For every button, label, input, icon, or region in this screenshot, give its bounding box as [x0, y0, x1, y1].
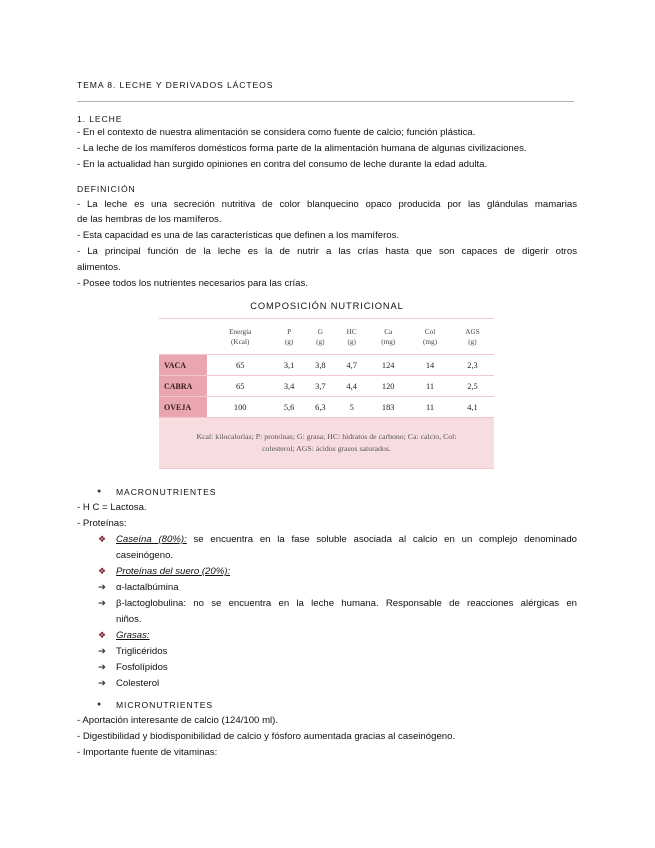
- table-cell: 5,6: [273, 397, 304, 418]
- arrow-icon: ➔: [98, 645, 106, 656]
- table-cell: 14: [409, 355, 451, 376]
- leche-line-2: - La leche de los mamíferos domésticos forma parte de la alimentación humana de algunas civilizaciones.: [77, 143, 527, 154]
- caseina-label: Caseína (80%):: [116, 534, 187, 545]
- table-header-cell: Ca (mg): [367, 319, 409, 355]
- leche-line-3: - En la actualidad han surgido opiniones en contra del consumo de leche durante la edad adulta.: [77, 159, 488, 170]
- document-title: TEMA 8. LECHE Y DERIVADOS LÁCTEOS: [77, 80, 274, 90]
- definicion-line-2: de las hembras de los mamíferos.: [77, 214, 222, 225]
- grasas-item: Fosfolípidos: [116, 662, 168, 673]
- table-cell: 65: [207, 355, 273, 376]
- arrow-icon: ➔: [98, 597, 106, 608]
- grasas-item: Colesterol: [116, 678, 160, 689]
- nutrition-table: [159, 318, 494, 469]
- definicion-line-4: - La principal función de la leche es la de nutrir a las crías hasta que son capaces de digerir otros: [77, 246, 577, 257]
- arrow-icon: ➔: [98, 581, 106, 592]
- table-cell: 6,3: [305, 397, 336, 418]
- table-cell: 4,7: [336, 355, 367, 376]
- table-row-label: OVEJA: [159, 397, 207, 418]
- table-cell: 183: [367, 397, 409, 418]
- leche-line-1: - En el contexto de nuestra alimentación se considera como fuente de calcio; función plástica.: [77, 127, 476, 138]
- table-cell: 65: [207, 376, 273, 397]
- table-cell: 3,1: [273, 355, 304, 376]
- definicion-line-6: - Posee todos los nutrientes necesarios para las crías.: [77, 278, 308, 289]
- diamond-icon: ❖: [98, 534, 107, 544]
- table-row: [159, 397, 494, 418]
- definicion-line-3: - Esta capacidad es una de las características que definen a los mamíferos.: [77, 230, 400, 241]
- section-heading-micronutrientes: MICRONUTRIENTES: [116, 700, 214, 710]
- bullet-icon: ●: [97, 701, 102, 708]
- definicion-line-1: - La leche es una secreción nutritiva de color blanquecino opaco producida por las glándulas mamarias: [77, 199, 577, 210]
- micro-line-3: - Importante fuente de vitaminas:: [77, 747, 218, 758]
- beta-continuation: niños.: [116, 614, 142, 625]
- grasas-item: Triglicéridos: [116, 646, 168, 657]
- caseina-line: [116, 534, 577, 545]
- table-cell: 5: [336, 397, 367, 418]
- table-cell: 3,7: [305, 376, 336, 397]
- suero-label: Proteínas del suero (20%):: [116, 566, 231, 577]
- table-header-cell: P (g): [273, 319, 304, 355]
- beta-line: β-lactoglobulina: no se encuentra en la leche humana. Responsable de reacciones alérgicas en: [116, 598, 577, 609]
- macro-hc-line: - H C = Lactosa.: [77, 502, 147, 513]
- definicion-line-5: alimentos.: [77, 262, 121, 273]
- table-cell: 2,5: [451, 376, 494, 397]
- table-row-label: VACA: [159, 355, 207, 376]
- diamond-icon: ❖: [98, 630, 107, 640]
- table-header-row: [159, 319, 494, 355]
- table-cell: 124: [367, 355, 409, 376]
- table-cell: 11: [409, 376, 451, 397]
- section-heading-leche: 1. LECHE: [77, 114, 123, 124]
- table-row-label: CABRA: [159, 376, 207, 397]
- table-cell: 11: [409, 397, 451, 418]
- table-header-cell: AGS (g): [451, 319, 494, 355]
- grasas-label: Grasas:: [116, 630, 150, 641]
- micro-line-1: - Aportación interesante de calcio (124/100 ml).: [77, 715, 279, 726]
- section-heading-macronutrientes: MACRONUTRIENTES: [116, 487, 217, 497]
- diamond-icon: ❖: [98, 566, 107, 576]
- table-row: [159, 376, 494, 397]
- macro-proteinas-line: - Proteínas:: [77, 518, 127, 529]
- table-header-cell: Col (mg): [409, 319, 451, 355]
- table-cell: 3,4: [273, 376, 304, 397]
- table-row: [159, 355, 494, 376]
- arrow-icon: ➔: [98, 677, 106, 688]
- table-header-cell: G (g): [305, 319, 336, 355]
- table-cell: 3,8: [305, 355, 336, 376]
- table-cell: 2,3: [451, 355, 494, 376]
- bullet-icon: ●: [97, 488, 102, 495]
- section-heading-definicion: DEFINICIÓN: [77, 184, 136, 194]
- table-header-cell: Energía (Kcal): [207, 319, 273, 355]
- alfa-line: α-lactalbúmina: [116, 582, 179, 593]
- table-header-cell: HC (g): [336, 319, 367, 355]
- caseina-text: se encuentra en la fase soluble asociada al calcio en un complejo denominado: [186, 534, 577, 545]
- table-corner-cell: [159, 319, 207, 355]
- table-cell: 4,4: [336, 376, 367, 397]
- table-title: COMPOSICIÓN NUTRICIONAL: [250, 301, 404, 311]
- table-cell: 100: [207, 397, 273, 418]
- table-note: Kcal: kilocalorías; P: proteínas; G: grasa; HC: hidratos de carbono; Ca: calcio, Col: colesterol; AGS: ácidos grasos saturados.: [159, 418, 494, 469]
- caseina-continuation: caseinógeno.: [116, 550, 174, 561]
- table-cell: 4,1: [451, 397, 494, 418]
- arrow-icon: ➔: [98, 661, 106, 672]
- micro-line-2: - Digestibilidad y biodisponibilidad de calcio y fósforo aumentada gracias al caseinógeno.: [77, 731, 456, 742]
- title-divider: [77, 101, 574, 102]
- table-note-row: [159, 418, 494, 469]
- table-cell: 120: [367, 376, 409, 397]
